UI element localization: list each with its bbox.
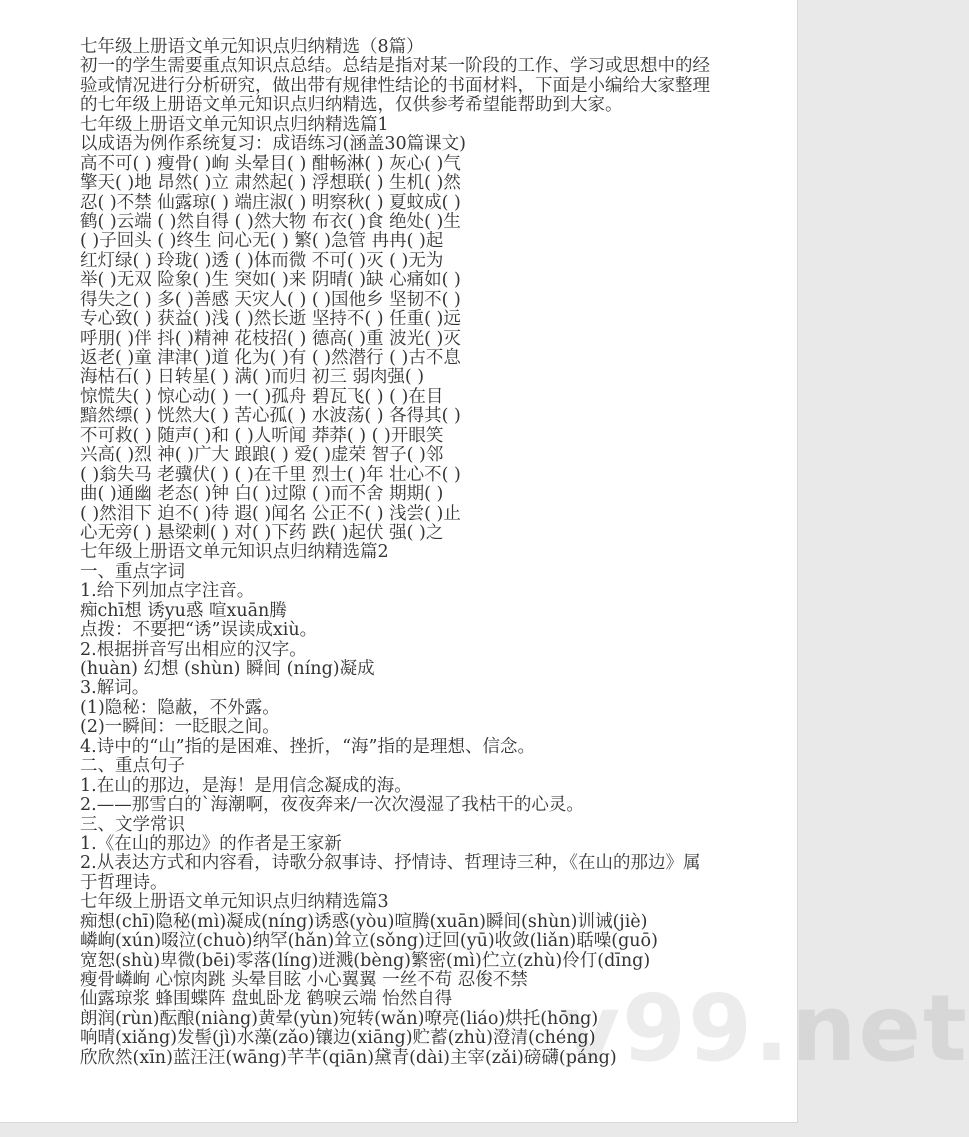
- text-line: 1.《在山的那边》的作者是王家新: [80, 833, 342, 854]
- text-line: 初一的学生需要重点知识点总结。总结是指对某一阶段的工作、学习或思想中的经: [80, 56, 710, 77]
- text-line: 1.给下列加点字注音。: [80, 581, 255, 602]
- text-line: 于哲理诗。: [80, 872, 168, 893]
- text-line: 一、重点字词: [80, 561, 185, 582]
- text-line: 海枯石( ) 日转星( ) 满( )而归 初三 弱肉强( ): [80, 367, 425, 388]
- text-line: ( )翁失马 老骥伏( ) ( )在千里 烈士( )年 壮心不( ): [80, 464, 461, 485]
- text-line: ( )然泪下 迫不( )待 遐( )闻名 公正不( ) 浅尝( )止: [80, 503, 461, 524]
- document-body: [80, 38, 740, 1068]
- text-line: (1)隐秘：隐蔽，不外露。: [80, 697, 280, 718]
- text-line: 朗润(rùn)酝酿(niàng)黄晕(yùn)宛转(wǎn)嘹亮(liáo)烘托(hōng): [80, 1008, 599, 1029]
- text-line: (huàn) 幻想 (shùn) 瞬间 (níng)凝成: [80, 659, 375, 679]
- text-line: 忍( )不禁 仙露琼( ) 端庄淑( ) 明察秋( ) 夏蚊成( ): [80, 192, 461, 213]
- text-line: 兴高( )烈 神( )广大 踉踉( ) 爱( )虚荣 智子( )邻: [80, 445, 444, 466]
- text-line: 返老( )童 津津( )道 化为( )有 ( )然潜行 ( )古不息: [80, 348, 461, 368]
- text-line: 验或情况进行分析研究，做出带有规律性结论的书面材料，下面是小编给大家整理: [80, 75, 710, 96]
- text-line: 曲( )通幽 老态( )钟 白( )过隙 ( )而不舍 期期( ): [80, 484, 444, 505]
- text-line: 呼朋( )伴 抖( )精神 花枝招( ) 德高( )重 波光( )灭: [80, 328, 461, 349]
- text-line: 二、重点句子: [80, 756, 185, 777]
- text-line: 以成语为例作系统复习：成语练习(涵盖30篇课文): [80, 134, 466, 155]
- text-line: 响晴(xiǎng)发髻(jì)水藻(zǎo)镶边(xiāng)贮蓄(zhù)澄清(chéng): [80, 1028, 596, 1049]
- text-line: 举( )无双 险象( )生 突如( )来 阴晴( )缺 心痛如( ): [80, 270, 461, 291]
- text-line: 七年级上册语文单元知识点归纳精选篇3: [80, 892, 389, 913]
- text-line: 七年级上册语文单元知识点归纳精选篇1: [80, 114, 389, 135]
- text-line: 惊慌失( ) 惊心动( ) 一( )孤舟 碧瓦飞( ) ( )在目: [80, 386, 444, 407]
- text-line: 红灯绿( ) 玲珑( )透 ( )体而微 不可( )灭 ( )无为: [80, 250, 444, 271]
- text-line: 心无旁( ) 悬梁刺( ) 对( )下药 跌( )起伏 强( )之: [80, 522, 444, 543]
- text-line: (2)一瞬间：一眨眼之间。: [80, 717, 280, 738]
- text-line: 仙露琼浆 蜂围蝶阵 盘虬卧龙 鹤唳云端 怡然自得: [80, 989, 453, 1010]
- text-line: 瘦骨嶙峋 心惊肉跳 头晕目眩 小心翼翼 一丝不苟 忍俊不禁: [80, 970, 528, 990]
- text-line: 2.从表达方式和内容看，诗歌分叙事诗、抒情诗、哲理诗三种，《在山的那边》属: [80, 853, 701, 874]
- text-line: 痴chī想 诱yu惑 喧xuān腾: [80, 600, 287, 621]
- text-line: 七年级上册语文单元知识点归纳精选（8篇）: [80, 37, 424, 57]
- text-line: 2.——那雪白的`海潮啊，夜夜奔来/一次次漫湿了我枯干的心灵。: [80, 795, 584, 816]
- text-line: 1.在山的那边，是海！是用信念凝成的海。: [80, 775, 412, 796]
- text-line: 嶙峋(xún)啜泣(chuò)纳罕(hǎn)耸立(sǒng)迂回(yū)收敛(liǎn)聒噪(guō): [80, 931, 658, 952]
- text-line: 七年级上册语文单元知识点归纳精选篇2: [80, 542, 389, 563]
- text-line: ( )子回头 ( )终生 问心无( ) 繁( )急管 冉冉( )起: [80, 231, 444, 252]
- text-line: 不可救( ) 随声( )和 ( )人听闻 莽莽( ) ( )开眼笑: [80, 425, 444, 446]
- text-line: 宽恕(shù)卑微(bēi)零落(líng)迸溅(bèng)繁密(mì)伫立(zhù)伶仃(dīng): [80, 950, 651, 971]
- text-line: 得失之( ) 多( )善感 天灾人( ) ( )国他乡 坚韧不( ): [80, 289, 461, 310]
- text-line: 专心致( ) 获益( )浅 ( )然长逝 坚持不( ) 任重( )远: [80, 309, 461, 330]
- text-line: 高不可( ) 瘦骨( )峋 头晕目( ) 酣畅淋( ) 灰心( )气: [80, 153, 461, 174]
- text-line: 鹤( )云端 ( )然自得 ( )然大物 布衣( )食 绝处( )生: [80, 211, 461, 232]
- text-line: 痴想(chī)隐秘(mì)凝成(níng)诱惑(yòu)喧腾(xuān)瞬间(shùn)训诫(jiè): [80, 911, 648, 932]
- text-line: 擎天( )地 昂然( )立 肃然起( ) 浮想联( ) 生机( )然: [80, 173, 461, 194]
- text-line: 3.解词。: [80, 678, 150, 699]
- text-line: 2.根据拼音写出相应的汉字。: [80, 639, 307, 660]
- text-line: 点拨：不要把“诱”误读成xiù。: [80, 620, 318, 641]
- text-line: 的七年级上册语文单元知识点归纳精选，仅供参考希望能帮助到大家。: [80, 95, 623, 116]
- text-line: 三、文学常识: [80, 814, 185, 835]
- text-line: 欣欣然(xīn)蓝汪汪(wāng)芊芊(qiān)黛青(dài)主宰(zǎi)磅礴(páng): [80, 1047, 617, 1068]
- text-line: 4.诗中的“山”指的是困难、挫折，“海”指的是理想、信念。: [80, 736, 535, 757]
- text-line: 黯然缥( ) 恍然大( ) 苦心孤( ) 水波荡( ) 各得其( ): [80, 406, 461, 427]
- watermark: v99.net: [560, 975, 969, 1082]
